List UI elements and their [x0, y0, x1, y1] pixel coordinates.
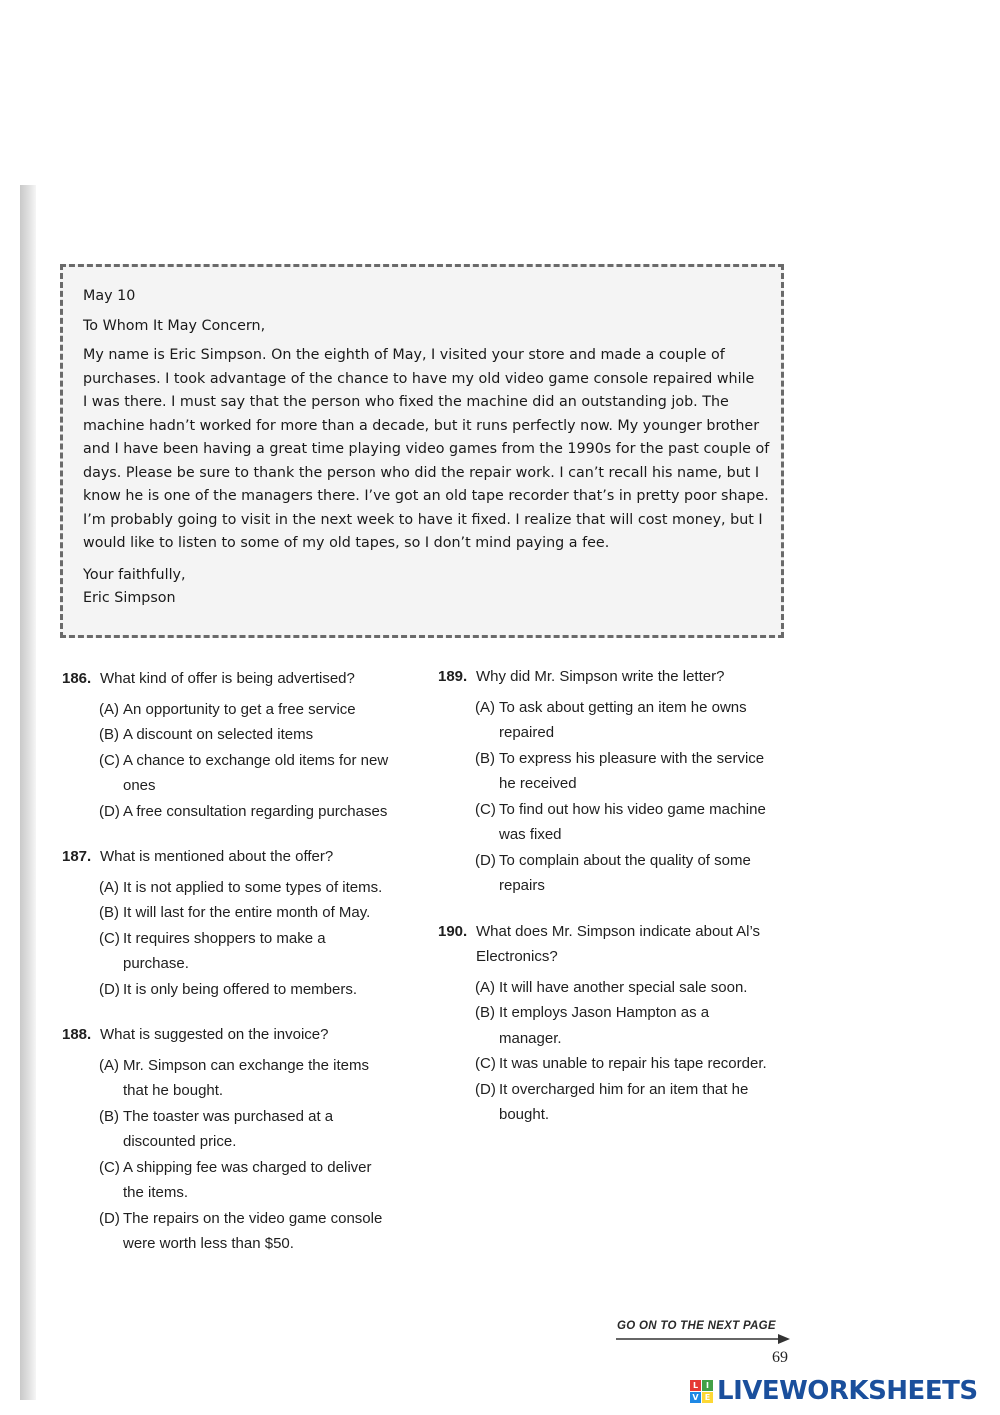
- option-text: [499, 746, 798, 797]
- letter-body: [83, 344, 770, 556]
- option-line: The repairs on the video game console: [123, 1209, 383, 1227]
- option-line: discounted price.: [123, 1133, 237, 1150]
- option-letter: (B): [475, 749, 495, 767]
- letter-signature: Eric Simpson: [83, 589, 176, 606]
- option-letter: (A): [99, 1056, 119, 1074]
- option-letter: (C): [99, 929, 120, 947]
- option-line: It was unable to repair his tape recorder.: [499, 1055, 767, 1072]
- question-text: Why did Mr. Simpson write the letter?: [476, 668, 725, 685]
- question-text-line: What does Mr. Simpson indicate about Al’s: [476, 922, 761, 940]
- option-line: manager.: [499, 1029, 562, 1047]
- option-c[interactable]: [475, 797, 798, 848]
- letter-closing-block: [83, 564, 759, 610]
- question-number: 187.: [62, 848, 92, 865]
- option-text: [123, 722, 422, 748]
- option-line: ones: [123, 777, 156, 794]
- letter-closing: Your faithfully,: [83, 566, 186, 583]
- arrow-right-icon: [616, 1334, 791, 1344]
- logo-cell: I: [702, 1380, 713, 1391]
- questions-left-column: [62, 666, 422, 1277]
- option-d[interactable]: [99, 977, 422, 1003]
- question-text: What kind of offer is being advertised?: [100, 670, 355, 687]
- option-a[interactable]: [475, 695, 798, 746]
- option-letter: (D): [475, 851, 496, 869]
- letter-line: days. Please be sure to thank the person who did the repair work. I can’t recall his name, but I: [83, 464, 760, 481]
- letter-line: purchases. I took advantage of the chance to have my old video game console repaired while: [83, 370, 755, 387]
- option-line: It will have another special sale soon.: [499, 978, 748, 996]
- option-text: [499, 975, 798, 1001]
- liveworksheets-brand: [690, 1374, 978, 1408]
- option-c[interactable]: [99, 1155, 422, 1206]
- letter-line: machine hadn’t worked for more than a decade, but it runs perfectly now. My younger brother: [83, 417, 760, 434]
- option-letter: (A): [475, 978, 495, 996]
- option-line: A free consultation regarding purchases: [123, 802, 388, 820]
- option-a[interactable]: [99, 697, 422, 723]
- question-190: [438, 919, 798, 1128]
- question-text-line: Electronics?: [476, 948, 558, 965]
- option-line: It requires shoppers to make a: [123, 929, 326, 947]
- option-a[interactable]: [99, 1053, 422, 1104]
- page-number: 69: [772, 1349, 788, 1366]
- option-text: [499, 848, 798, 899]
- option-letter: (D): [475, 1080, 496, 1098]
- option-line: the items.: [123, 1184, 189, 1201]
- option-text: [499, 695, 798, 746]
- letter-salutation: To Whom It May Concern,: [83, 317, 266, 334]
- option-line: that he bought.: [123, 1082, 224, 1099]
- question-187: [62, 844, 422, 1002]
- option-line: A shipping fee was charged to deliver: [123, 1158, 372, 1176]
- option-c[interactable]: [99, 748, 422, 799]
- option-c[interactable]: [99, 926, 422, 977]
- option-d[interactable]: [475, 1077, 798, 1128]
- question-number: 188.: [62, 1026, 92, 1043]
- option-line: It will last for the entire month of May.: [123, 904, 371, 921]
- option-text: [499, 797, 798, 848]
- option-text: [123, 875, 422, 901]
- letter-line: and I have been having a great time playing video games from the 1990s for the past couple of: [83, 441, 770, 457]
- logo-cell: E: [702, 1392, 713, 1403]
- option-d[interactable]: [99, 799, 422, 825]
- option-line: A discount on selected items: [123, 726, 314, 743]
- answer-options: [475, 695, 798, 899]
- option-letter: (B): [475, 1004, 495, 1021]
- option-text: [499, 1077, 798, 1128]
- option-text: [123, 1104, 422, 1155]
- question-stem: [438, 919, 798, 970]
- question-189: [438, 664, 798, 899]
- option-letter: (A): [99, 878, 119, 896]
- logo-cell: L: [690, 1380, 701, 1391]
- questions-right-column: [438, 664, 798, 1148]
- option-line: were worth less than $50.: [123, 1235, 294, 1252]
- option-letter: (B): [99, 726, 119, 743]
- question-stem: [62, 1022, 422, 1048]
- option-text: [123, 1206, 422, 1257]
- option-line: was fixed: [499, 826, 562, 843]
- option-line: It overcharged him for an item that he: [499, 1080, 749, 1098]
- question-text: What is suggested on the invoice?: [100, 1026, 329, 1043]
- option-line: To complain about the quality of some: [499, 851, 751, 869]
- liveworksheets-logo-icon: [690, 1380, 713, 1403]
- option-b[interactable]: [99, 900, 422, 926]
- letter-line: My name is Eric Simpson. On the eighth of May, I visited your store and made a couple of: [83, 347, 725, 363]
- option-line: The toaster was purchased at a: [123, 1107, 334, 1125]
- question-stem: [438, 664, 798, 690]
- answer-options: [99, 697, 422, 825]
- option-letter: (D): [99, 980, 120, 998]
- letter-line: know he is one of the managers there. I’ve got an old tape recorder that’s in pretty poor shape.: [83, 488, 769, 504]
- option-line: To ask about getting an item he owns: [499, 698, 747, 716]
- question-text: What is mentioned about the offer?: [100, 848, 334, 865]
- letter-line: I was there. I must say that the person who fixed the machine did an outstanding job. The: [83, 394, 729, 410]
- option-line: It is only being offered to members.: [123, 980, 358, 998]
- option-line: Mr. Simpson can exchange the items: [123, 1056, 369, 1074]
- option-line: To find out how his video game machine: [499, 800, 766, 818]
- option-text: [499, 1051, 798, 1077]
- logo-cell: V: [690, 1392, 701, 1403]
- letter-line: I’m probably going to visit in the next week to have it fixed. I realize that will cost money, but I: [83, 511, 763, 528]
- option-b[interactable]: [99, 722, 422, 748]
- question-text: [476, 919, 798, 970]
- option-d[interactable]: [475, 848, 798, 899]
- question-number: 186.: [62, 670, 92, 687]
- option-text: [123, 1053, 422, 1104]
- option-letter: (C): [475, 1055, 496, 1072]
- question-188: [62, 1022, 422, 1257]
- option-text: [123, 748, 422, 799]
- option-b[interactable]: [475, 1000, 798, 1051]
- option-letter: (B): [99, 904, 119, 921]
- option-letter: (D): [99, 802, 120, 820]
- option-letter: (A): [99, 700, 119, 718]
- option-line: he received: [499, 775, 577, 792]
- option-letter: (C): [99, 1158, 120, 1176]
- question-number: 189.: [438, 668, 468, 685]
- option-line: purchase.: [123, 955, 189, 972]
- option-text: [123, 900, 422, 926]
- option-line: repairs: [499, 877, 545, 894]
- option-line: An opportunity to get a free service: [123, 700, 356, 718]
- option-line: To express his pleasure with the service: [499, 749, 765, 767]
- option-letter: (D): [99, 1209, 120, 1227]
- option-text: [123, 799, 422, 825]
- option-a[interactable]: [99, 875, 422, 901]
- option-letter: (C): [99, 751, 120, 769]
- option-line: bought.: [499, 1106, 550, 1123]
- letter-date: May 10: [83, 288, 136, 304]
- option-line: repaired: [499, 724, 555, 741]
- brand-name: LIVEWORKSHEETS: [717, 1376, 978, 1406]
- option-line: A chance to exchange old items for new: [123, 751, 389, 769]
- option-c[interactable]: [475, 1051, 798, 1077]
- letter-box: [60, 264, 784, 638]
- option-letter: (A): [475, 698, 495, 716]
- option-b[interactable]: [99, 1104, 422, 1155]
- page-spine-shadow: [20, 185, 36, 1400]
- option-a[interactable]: [475, 975, 798, 1001]
- question-186: [62, 666, 422, 824]
- option-text: [123, 697, 422, 723]
- answer-options: [99, 875, 422, 1003]
- option-letter: (C): [475, 800, 496, 818]
- letter-line: would like to listen to some of my old tapes, so I don’t mind paying a fee.: [83, 535, 610, 551]
- option-text: [123, 926, 422, 977]
- option-text: [499, 1000, 798, 1051]
- option-line: It employs Jason Hampton as a: [499, 1004, 710, 1021]
- option-text: [123, 977, 422, 1003]
- question-stem: [62, 666, 422, 692]
- option-line: It is not applied to some types of items.: [123, 878, 383, 896]
- answer-options: [475, 975, 798, 1128]
- question-number: 190.: [438, 922, 468, 940]
- option-letter: (B): [99, 1107, 119, 1125]
- option-text: [123, 1155, 422, 1206]
- go-next-page-label: GO ON TO THE NEXT PAGE: [617, 1320, 776, 1332]
- option-d[interactable]: [99, 1206, 422, 1257]
- question-stem: [62, 844, 422, 870]
- option-b[interactable]: [475, 746, 798, 797]
- answer-options: [99, 1053, 422, 1257]
